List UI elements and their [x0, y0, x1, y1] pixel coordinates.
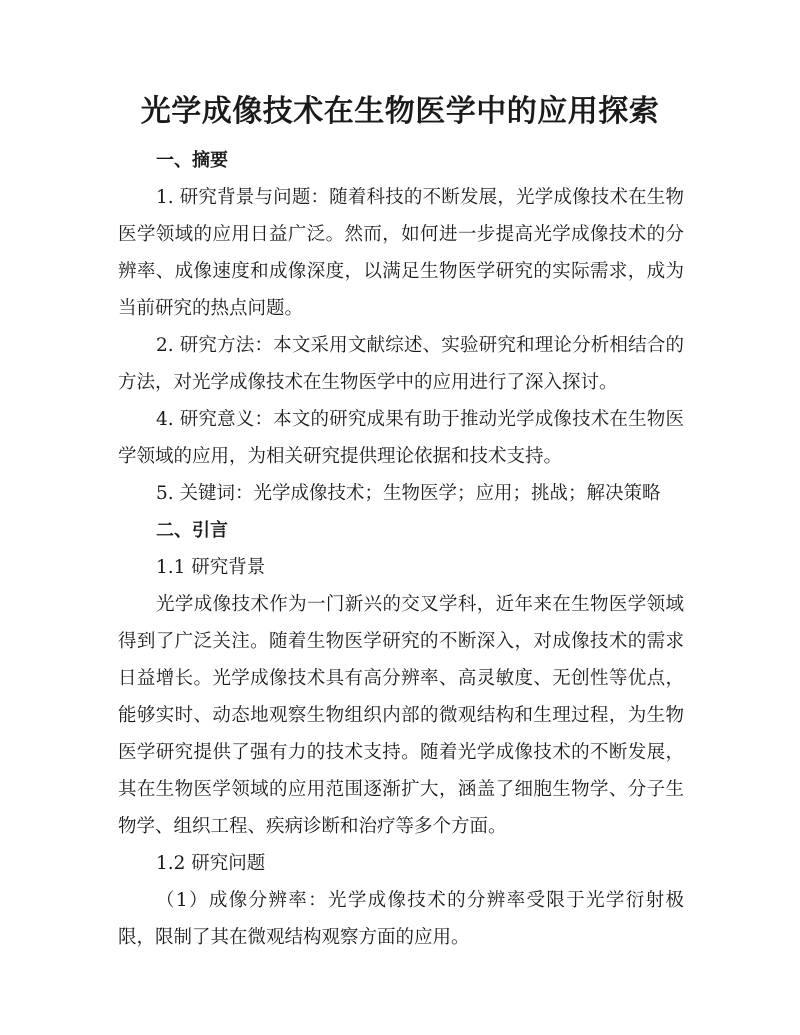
document-body	[118, 142, 684, 956]
abstract-paragraph-significance: 4. 研究意义：本文的研究成果有助于推动光学成像技术在生物医学领域的应用，为相关研究提供理论依据和技术支持。	[118, 409, 684, 467]
abstract-paragraph-keywords: 5. 关键词：光学成像技术；生物医学；应用；挑战；解决策略	[156, 483, 661, 504]
introduction-heading: 二、引言	[156, 520, 228, 541]
abstract-paragraph-methods: 2. 研究方法：本文采用文献综述、实验研究和理论分析相结合的方法，对光学成像技术在生物医学中的应用进行了深入探讨。	[118, 335, 684, 393]
research-question-resolution: （1）成像分辨率：光学成像技术的分辨率受限于光学衍射极限，限制了其在微观结构观察方面的应用。	[118, 890, 684, 948]
abstract-heading: 一、摘要	[156, 150, 228, 171]
research-questions-subheading: 1.2 研究问题	[156, 853, 266, 874]
research-background-subheading: 1.1 研究背景	[156, 557, 266, 578]
abstract-paragraph-background: 1. 研究背景与问题：随着科技的不断发展，光学成像技术在生物医学领域的应用日益广泛。然而，如何进一步提高光学成像技术的分辨率、成像速度和成像深度，以满足生物医学研究的实际需求，成为当前研究的热点问题。	[118, 187, 684, 319]
research-background-paragraph: 光学成像技术作为一门新兴的交叉学科，近年来在生物医学领域得到了广泛关注。随着生物医学研究的不断深入，对成像技术的需求日益增长。光学成像技术具有高分辨率、高灵敏度、无创性等优点，能够实时、动态地观察生物组织内部的微观结构和生理过程，为生物医学研究提供了强有力的技术支持。随着光学成像技术的不断发展，其在生物医学领域的应用范围逐渐扩大，涵盖了细胞生物学、分子生物学、组织工程、疾病诊断和治疗等多个方面。	[118, 594, 684, 837]
document-title: 光学成像技术在生物医学中的应用探索	[140, 94, 660, 129]
